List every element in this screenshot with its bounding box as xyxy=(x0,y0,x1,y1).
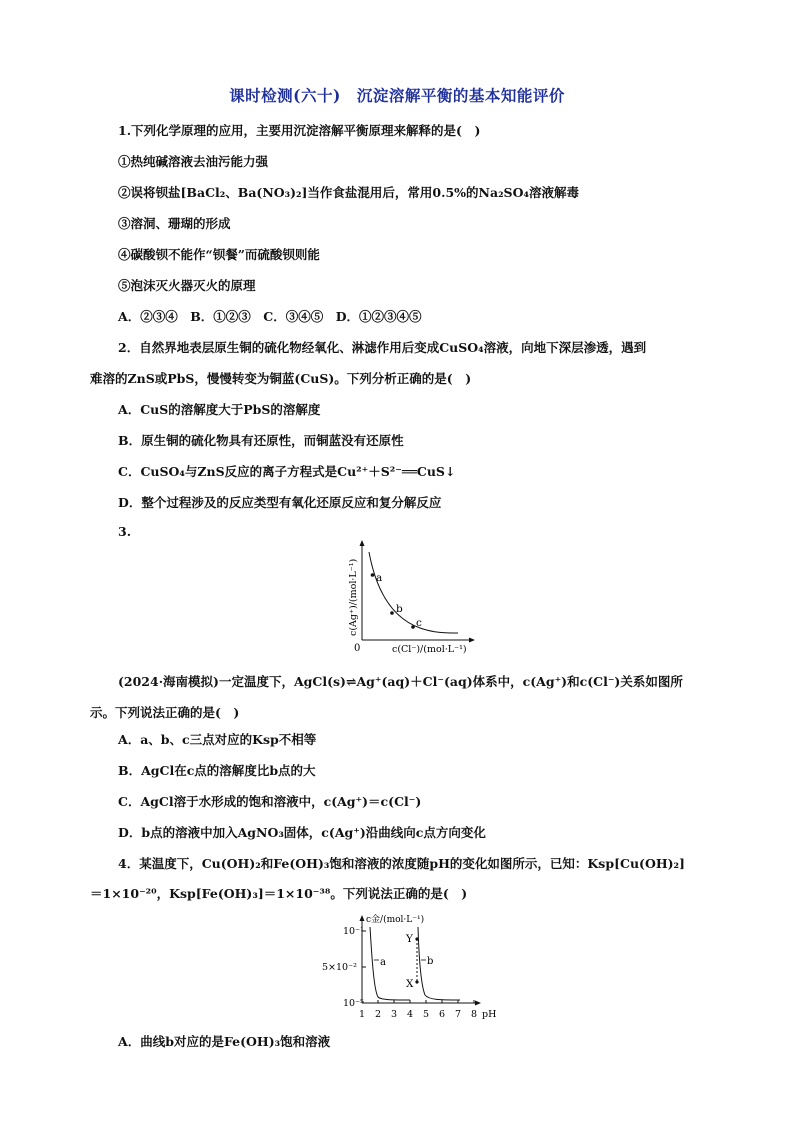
q2-option-b: B．原生铜的硫化物具有还原性，而铜蓝没有还原性 xyxy=(118,433,404,448)
q3-option-d: D．b点的溶液中加入AgNO₃固体，c(Ag⁺)沿曲线向c点方向变化 xyxy=(118,825,486,840)
q4-x-tick-6: 6 xyxy=(439,1009,446,1020)
q4-y-arrow xyxy=(360,915,365,921)
q4-x-tick-2: 2 xyxy=(375,1009,382,1020)
q4-point-x: X xyxy=(406,978,414,990)
q4-point-y: Y xyxy=(406,933,413,945)
q4-stem-line2: ＝1×10⁻²⁰，Ksp[Fe(OH)₃]＝1×10⁻³⁸。下列说法正确的是( ) xyxy=(90,886,468,901)
q4-option-a: A．曲线b对应的是Fe(OH)₃饱和溶液 xyxy=(118,1034,331,1049)
q3-origin: 0 xyxy=(354,643,361,654)
q4-y-label: c金/(mol·L⁻¹) xyxy=(366,915,425,925)
q1-item-4: ④碳酸钡不能作“钡餐”而硫酸钡则能 xyxy=(118,247,320,262)
q4-y-tick-2: 5×10⁻² xyxy=(322,962,357,973)
q1-item-2: ②误将钡盐[BaCl₂、Ba(NO₃)₂]当作食盐混用后，常用0.5%的Na₂SO₄溶液解毒 xyxy=(118,185,579,200)
q1-item-1: ①热纯碱溶液去油污能力强 xyxy=(118,154,269,169)
q4-x-arrow xyxy=(475,1001,481,1006)
q3-option-a: A．a、b、c三点对应的Ksp不相等 xyxy=(118,732,317,747)
q3-label-a: a xyxy=(376,572,383,584)
q3-number: 3. xyxy=(118,524,132,539)
q1-item-5: ⑤泡沫灭火器灭火的原理 xyxy=(118,278,256,293)
q4-stem-line1: 4．某温度下，Cu(OH)₂和Fe(OH)₃饱和溶液的浓度随pH的变化如图所示，已知：Ksp[Cu(OH)₂] xyxy=(118,856,685,871)
q1-item-3: ③溶洞、珊瑚的形成 xyxy=(118,216,231,231)
q2-stem-line2: 难溶的ZnS或PbS，慢慢转变为铜蓝(CuS)。下列分析正确的是( ) xyxy=(90,371,472,386)
q4-x-tick-4: 4 xyxy=(407,1009,414,1020)
q4-curve-b xyxy=(418,927,460,1000)
q2-option-c: C．CuSO₄与ZnS反应的离子方程式是Cu²⁺＋S²⁻══CuS↓ xyxy=(118,464,456,479)
q4-x-tick-3: 3 xyxy=(391,1009,398,1020)
q3-label-c: c xyxy=(416,617,422,629)
q4-y-tick-3: 10⁻⁵ xyxy=(343,998,364,1009)
q2-option-a: A．CuS的溶解度大于PbS的溶解度 xyxy=(118,402,321,417)
q4-curve-a xyxy=(370,927,410,1000)
q1-options: A．②③④ B．①②③ C．③④⑤ D．①②③④⑤ xyxy=(118,309,422,324)
q3-option-b: B．AgCl在c点的溶解度比b点的大 xyxy=(118,763,316,778)
q1-stem: 1.下列化学原理的应用，主要用沉淀溶解平衡原理来解释的是( ) xyxy=(118,123,481,138)
q4-x-tick-5: 5 xyxy=(423,1009,430,1020)
q4-curve-a-label: a xyxy=(380,957,386,968)
q4-x-tick-7: 7 xyxy=(455,1009,462,1020)
q2-option-d: D．整个过程涉及的反应类型有氧化还原反应和复分解反应 xyxy=(118,495,442,510)
page-title: 课时检测(六十) 沉淀溶解平衡的基本知能评价 xyxy=(229,86,565,105)
q3-x-label: c(Cl⁻)/(mol·L⁻¹) xyxy=(392,644,467,655)
q4-curve-b-label: b xyxy=(427,956,434,967)
q4-x-tick-1: 1 xyxy=(359,1009,366,1020)
q2-stem-line1: 2．自然界地表层原生铜的硫化物经氧化、淋滤作用后变成CuSO₄溶液，向地下深层渗透，遇到 xyxy=(118,340,647,355)
q4-x-label: pH xyxy=(482,1009,497,1020)
q3-y-label: c(Ag⁺)/(mol·L⁻¹) xyxy=(348,558,359,636)
q3-label-b: b xyxy=(396,603,403,615)
q3-option-c: C．AgCl溶于水形成的饱和溶液中，c(Ag⁺)＝c(Cl⁻) xyxy=(118,794,422,809)
q3-stem-line2: 示。下列说法正确的是( ) xyxy=(90,705,240,720)
q3-stem-line1: (2024·海南模拟)一定温度下，AgCl(s)⇌Ag⁺(aq)＋Cl⁻(aq)体系中，c(Ag⁺)和c(Cl⁻)关系如图所 xyxy=(118,674,683,689)
q4-x-tick-8: 8 xyxy=(471,1009,478,1020)
q4-y-tick-1: 10⁻¹ xyxy=(343,926,364,937)
